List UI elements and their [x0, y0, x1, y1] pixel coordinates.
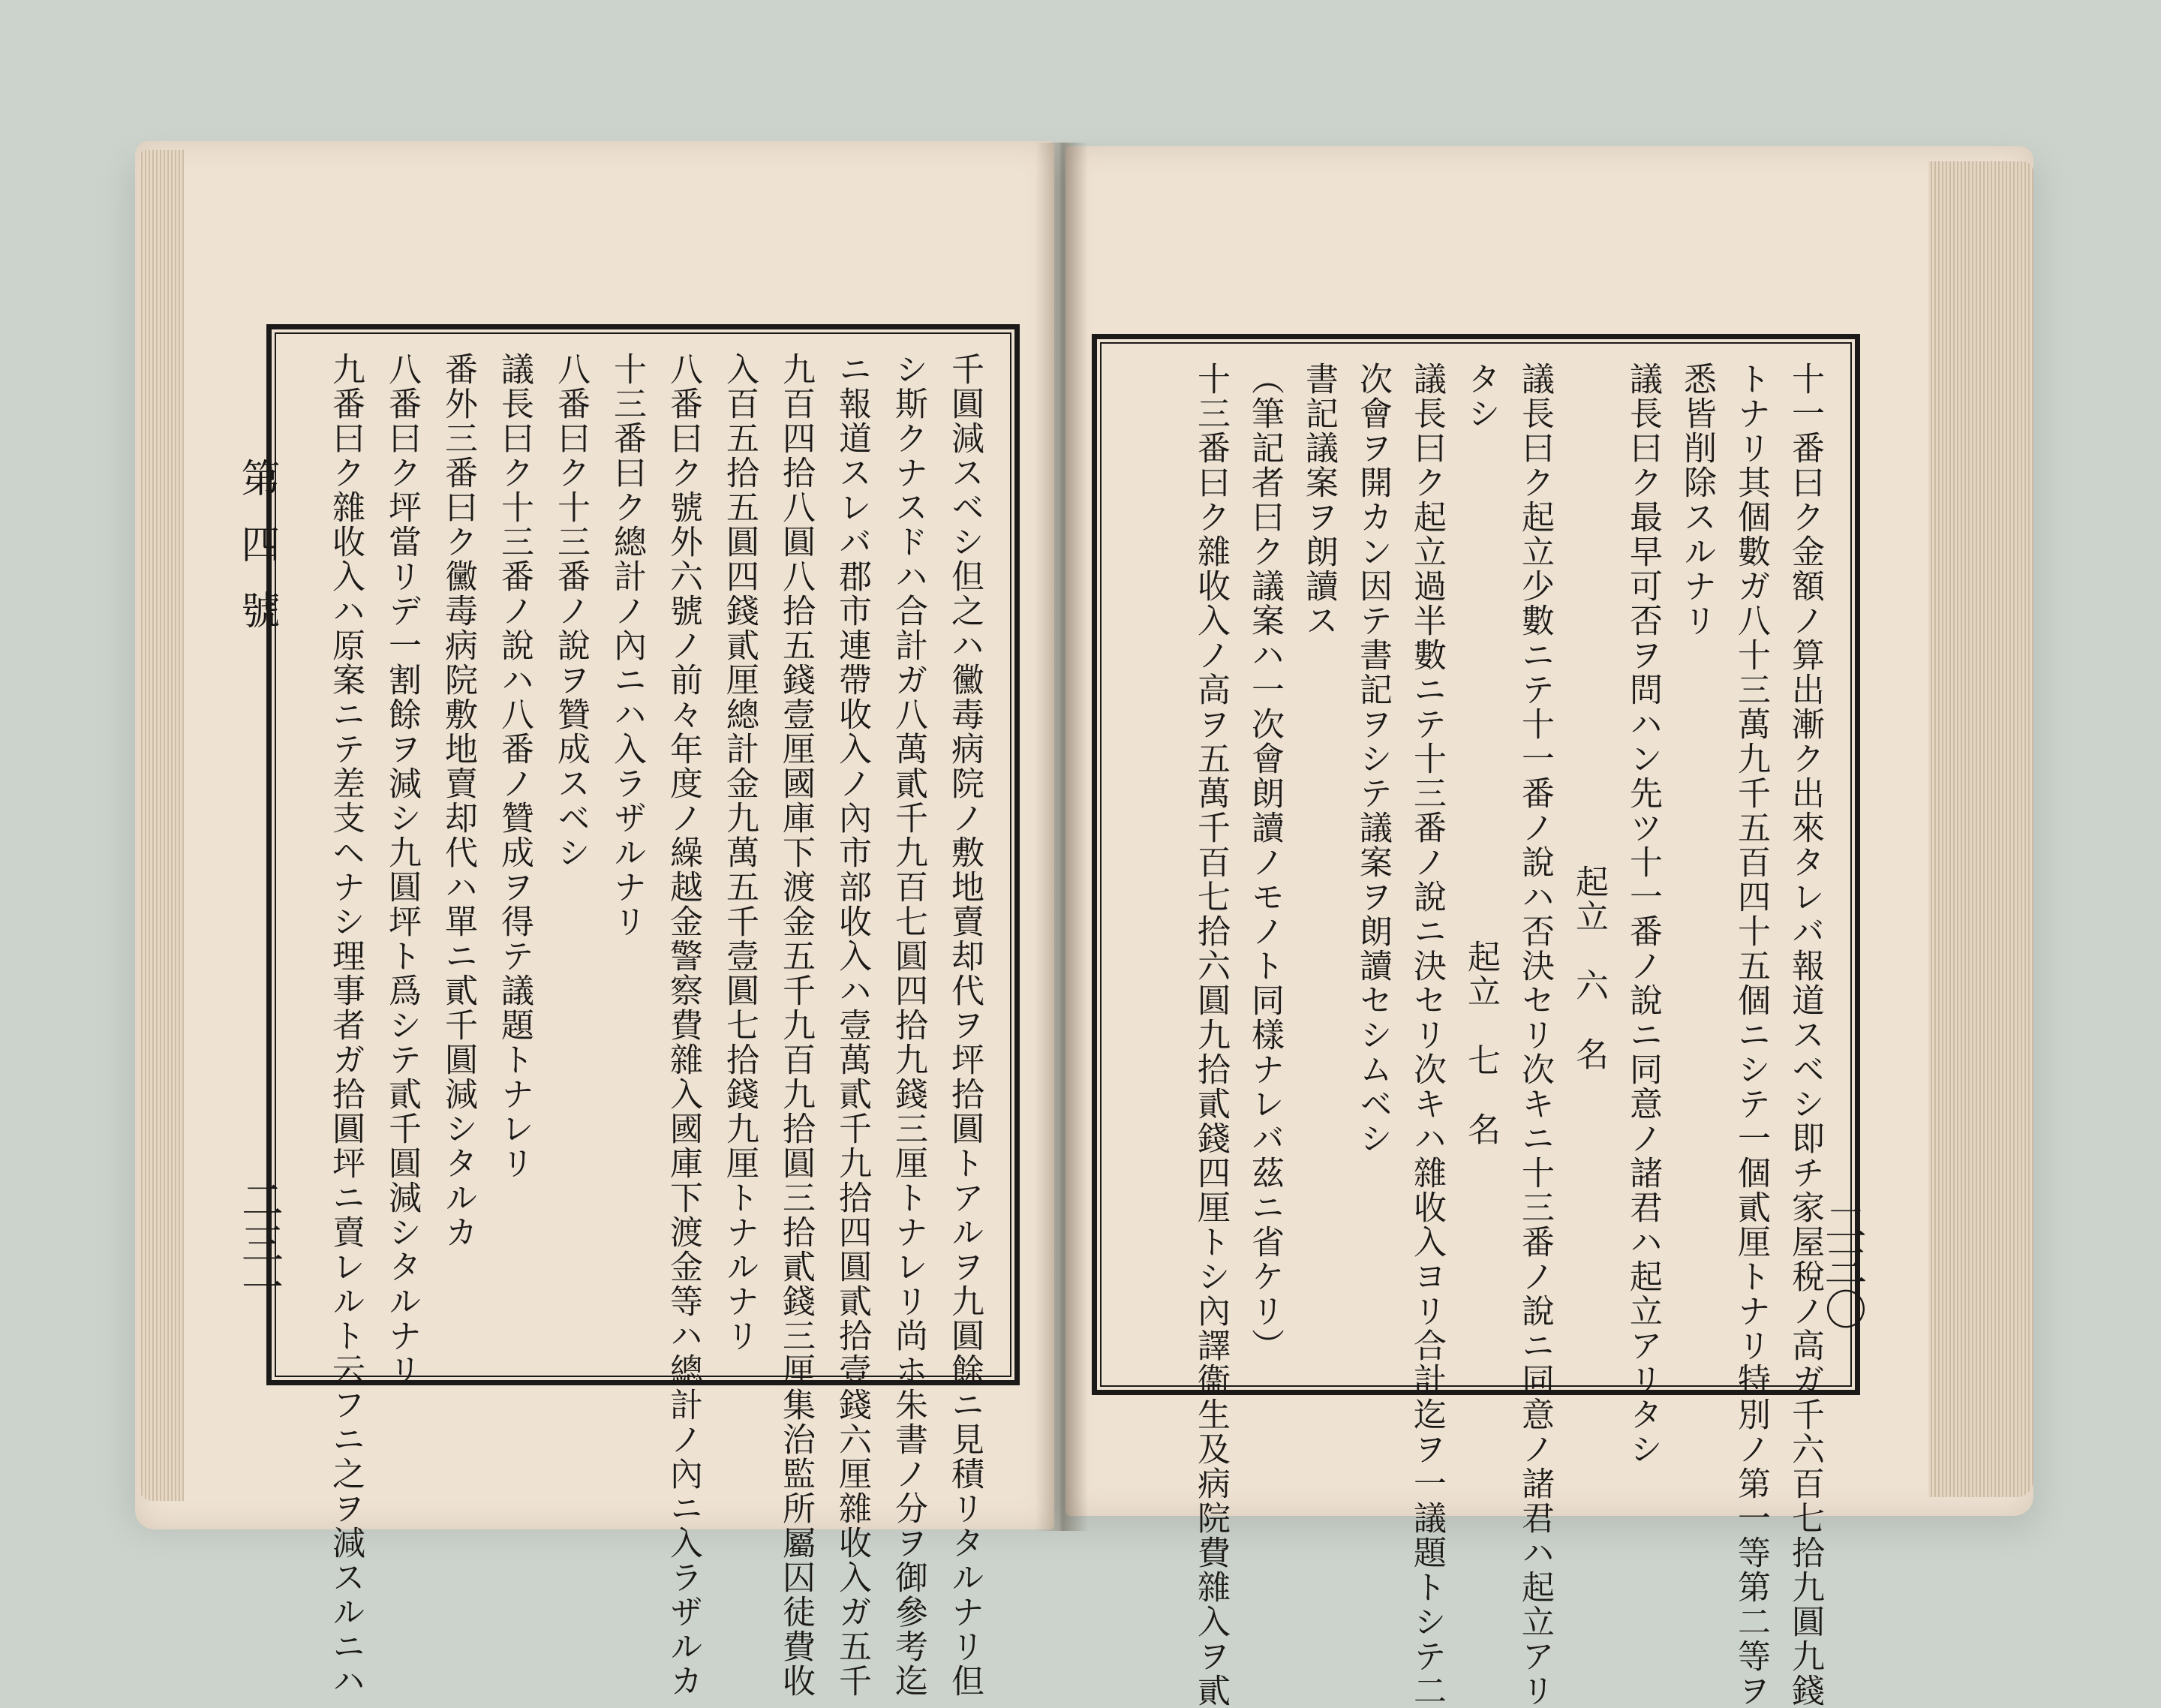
right-column-10: 次會ヲ開カン因テ書記ヲシテ議案ヲ朗讀セシムベシ — [1354, 362, 1392, 1156]
left-text-frame — [266, 324, 1020, 1698]
section-label: 第四號 — [234, 458, 279, 656]
right-column-8: 起立 七 名 — [1462, 940, 1500, 1147]
right-column-11: 書記議案ヲ朗讀ス — [1300, 362, 1338, 638]
left-column-5: 入百五拾五圓四錢貳厘總計金九萬五千壹圓七拾錢九厘トナルナリ — [720, 352, 759, 1353]
right-column-5: 起立 六 名 — [1570, 865, 1608, 1072]
left-column-8: 八番曰ク十三番ノ說ヲ贊成スベシ — [552, 352, 590, 870]
left-page-edges — [139, 150, 184, 1501]
left-column-7: 十三番曰ク總計ノ內ニハ入ラザルナリ — [608, 352, 646, 939]
right-column-13: 十三番曰ク雜收入ノ高ヲ五萬千百七拾六圓九拾貳錢四厘トシ內譯衞生及病院費雜入ヲ貳 — [1192, 362, 1230, 1708]
right-page-number: 二三〇 — [1818, 1201, 1867, 1331]
left-column-2: シ斯クナスドハ合計ガ八萬貳千九百七圓四拾九錢三厘トナレリ尚ホ朱書ノ分ヲ御參考迄 — [889, 352, 927, 1698]
left-column-3: ニ報道スレバ郡市連帶收入ノ內市部收入ハ壹萬貳千九拾四圓貳拾壹錢六厘雜收入ガ五千 — [833, 352, 871, 1698]
left-column-4: 九百四拾八圓八拾五錢壹厘國庫下渡金五千九百九拾圓三拾貳錢三厘集治監所屬囚徒費收 — [777, 352, 815, 1698]
left-column-11: 八番曰ク坪當リデ一割餘ヲ減シ九圓坪ト爲シテ貳千圓減シタルナリ — [383, 352, 421, 1388]
right-column-4: 議長曰ク最早可否ヲ問ハン先ツ十一番ノ說ニ同意ノ諸君ハ起立アリタシ — [1624, 362, 1662, 1466]
right-column-6: 議長曰ク起立少數ニテ十一番ノ說ハ否決セリ次キニ十三番ノ說ニ同意ノ諸君ハ起立アリ — [1516, 362, 1554, 1708]
left-column-12: 九番曰ク雜收入ハ原案ニテ差支ヘナシ理事者ガ拾圓坪ニ賣レルト云フニ之ヲ減スルニハ — [326, 352, 365, 1698]
left-column-1: 千圓減スベシ但之ハ黴毒病院ノ敷地賣却代ヲ坪拾圓トアルヲ九圓餘ニ見積リタルナリ但 — [945, 352, 984, 1698]
book-gutter — [1035, 143, 1088, 1531]
left-column-9: 議長曰ク十三番ノ說ハ八番ノ贊成ヲ得テ議題トナレリ — [495, 352, 533, 1180]
right-column-1: 十一番曰ク金額ノ算出漸ク出來タレバ報道スベシ即チ家屋稅ノ高ガ千六百七拾九圓九錢 — [1786, 362, 1824, 1708]
right-text-frame — [1092, 334, 1860, 1708]
left-column-10: 番外三番曰ク黴毒病院敷地賣却代ハ單ニ貳千圓減シタルカ — [439, 352, 477, 1249]
right-page-edges — [1928, 161, 2033, 1497]
right-column-2: トナリ其個數ガ八十三萬九千五百四十五個ニシテ一個貳厘トナリ特別ノ第一等第二等ヲ — [1732, 362, 1770, 1708]
left-page-number: 二三一 — [235, 1178, 284, 1309]
left-column-6: 八番曰ク號外六號ノ前々年度ノ繰越金警察費雜入國庫下渡金等ハ總計ノ內ニ入ラザルカ — [664, 352, 702, 1698]
right-column-12: （筆記者曰ク議案ハ一次會朗讀ノモノト同樣ナレバ茲ニ省ケリ） — [1246, 362, 1284, 1363]
right-column-9: 議長曰ク起立過半數ニテ十三番ノ說ニ決セリ次キハ雜收入ヨリ合計迄ヲ一議題トシテ二 — [1408, 362, 1446, 1708]
right-column-3: 悉皆削除スルナリ — [1678, 362, 1716, 638]
right-column-7: タシ — [1462, 362, 1500, 431]
